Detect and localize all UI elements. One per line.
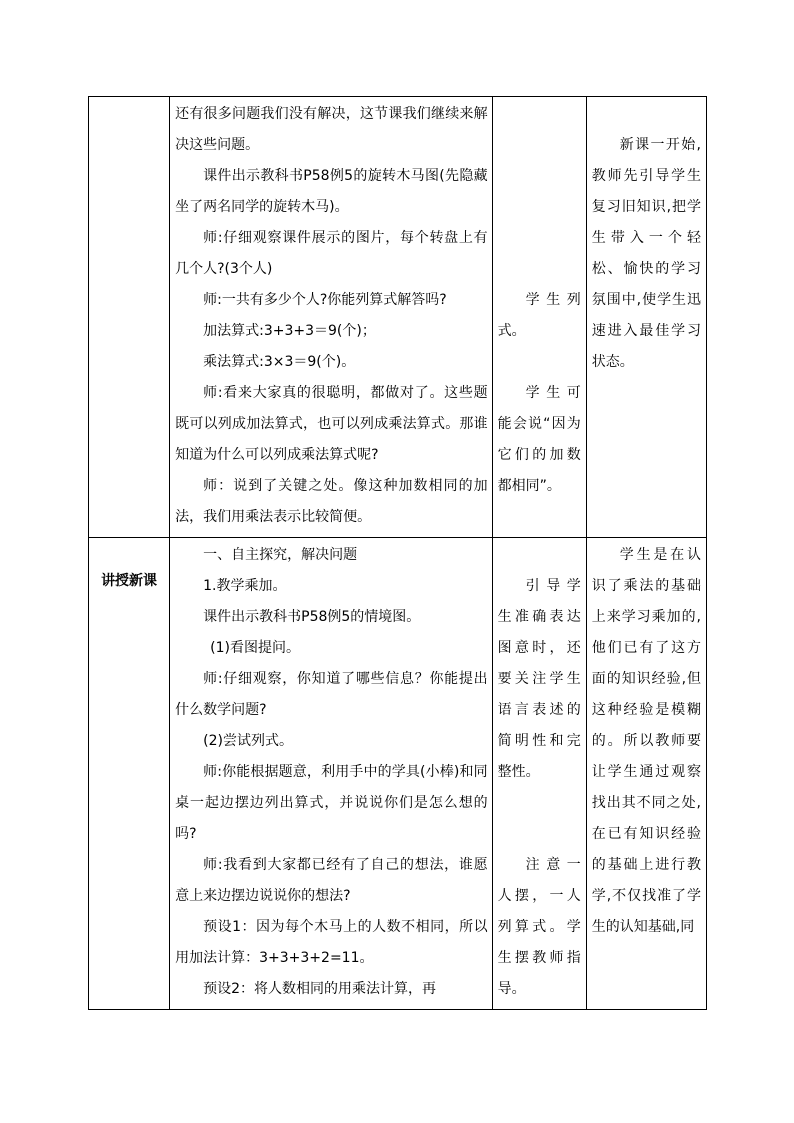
process-text: 师：说到了关键之处。像这种加数相同的加法，我们用乘法表示比较简便。 <box>175 478 488 525</box>
lesson-plan-table <box>88 96 707 1010</box>
process-text: 乘法算式:3×3＝9(个)。 <box>203 354 356 370</box>
teaching-process-cell <box>170 97 493 538</box>
process-text: 预设1：因为每个木马上的人数不相同，所以用加法计算：3+3+3+2=11。 <box>175 919 488 966</box>
process-text: 一、自主探究，解决问题 <box>203 547 358 563</box>
process-text: 师:仔细观察，你知道了哪些信息？你能提出什么数学问题? <box>175 671 488 718</box>
process-text: 师:你能根据题意，利用手中的学具(小棒)和同桌一起边摆边列出算式，并说说你们是怎么想的吗? <box>175 764 488 842</box>
student-activity-text: 学生可能会说“因为它们的加数都相同”。 <box>497 385 581 494</box>
stage-label-cell <box>89 97 170 538</box>
teaching-process-cell <box>170 538 493 1010</box>
process-text: 加法算式:3+3+3＝9(个)； <box>203 323 376 339</box>
design-intent-cell <box>586 97 706 538</box>
student-activity-text: 引导学生准确表达图意时，还要关注学生语言表述的简明性和完整性。 <box>497 578 581 780</box>
design-intent-cell <box>586 538 706 1010</box>
process-text: 还有很多问题我们没有解决，这节课我们继续来解决这些问题。 <box>175 106 488 153</box>
process-text: (2)尝试列式。 <box>203 733 293 749</box>
process-text: 1.教学乘加。 <box>203 578 287 594</box>
process-text: 课件出示教科书P58例5的情境图。 <box>203 609 421 625</box>
stage-label: 讲授新课 <box>101 573 158 589</box>
process-text: 师:一共有多少个人?你能列算式解答吗? <box>203 292 447 308</box>
student-activity-text: 学生列式。 <box>497 292 581 339</box>
table-row <box>89 97 707 538</box>
table-row <box>89 538 707 1010</box>
process-text: 师:我看到大家都已经有了自己的想法，谁愿意上来边摆边说说你的想法? <box>175 857 488 904</box>
process-text: 师:仔细观察课件展示的图片，每个转盘上有几个人?(3个人) <box>175 230 488 277</box>
design-intent-text: 新课一开始,教师先引导学生复习旧知识,把学生带入一个轻松、愉快的学习氛围中,使学生迅速进入最佳学习状态。 <box>591 137 701 370</box>
student-activity-cell <box>492 97 586 538</box>
process-text: (1)看图提问。 <box>210 640 300 656</box>
process-text: 课件出示教科书P58例5的旋转木马图(先隐藏坐了两名同学的旋转木马)。 <box>175 168 488 215</box>
stage-label-cell <box>89 538 170 1010</box>
process-text: 师:看来大家真的很聪明，都做对了。这些题既可以列成加法算式，也可以列成乘法算式。那谁知道为什么可以列成乘法算式呢? <box>175 385 488 463</box>
student-activity-cell <box>492 538 586 1010</box>
process-text: 预设2：将人数相同的用乘法计算，再 <box>203 981 437 997</box>
stage-label <box>89 97 169 125</box>
student-activity-text: 注意一人摆，一人列算式。学生摆教师指导。 <box>497 857 581 997</box>
design-intent-text: 学生是在认识了乘法的基础上来学习乘加的,他们已有了这方面的知识经验,但这种经验是模糊的。所以教师要让学生通过观察找出其不同之处,在已有知识经验的基础上进行教学,不仅找准了学生的认知基础,同 <box>591 547 701 935</box>
